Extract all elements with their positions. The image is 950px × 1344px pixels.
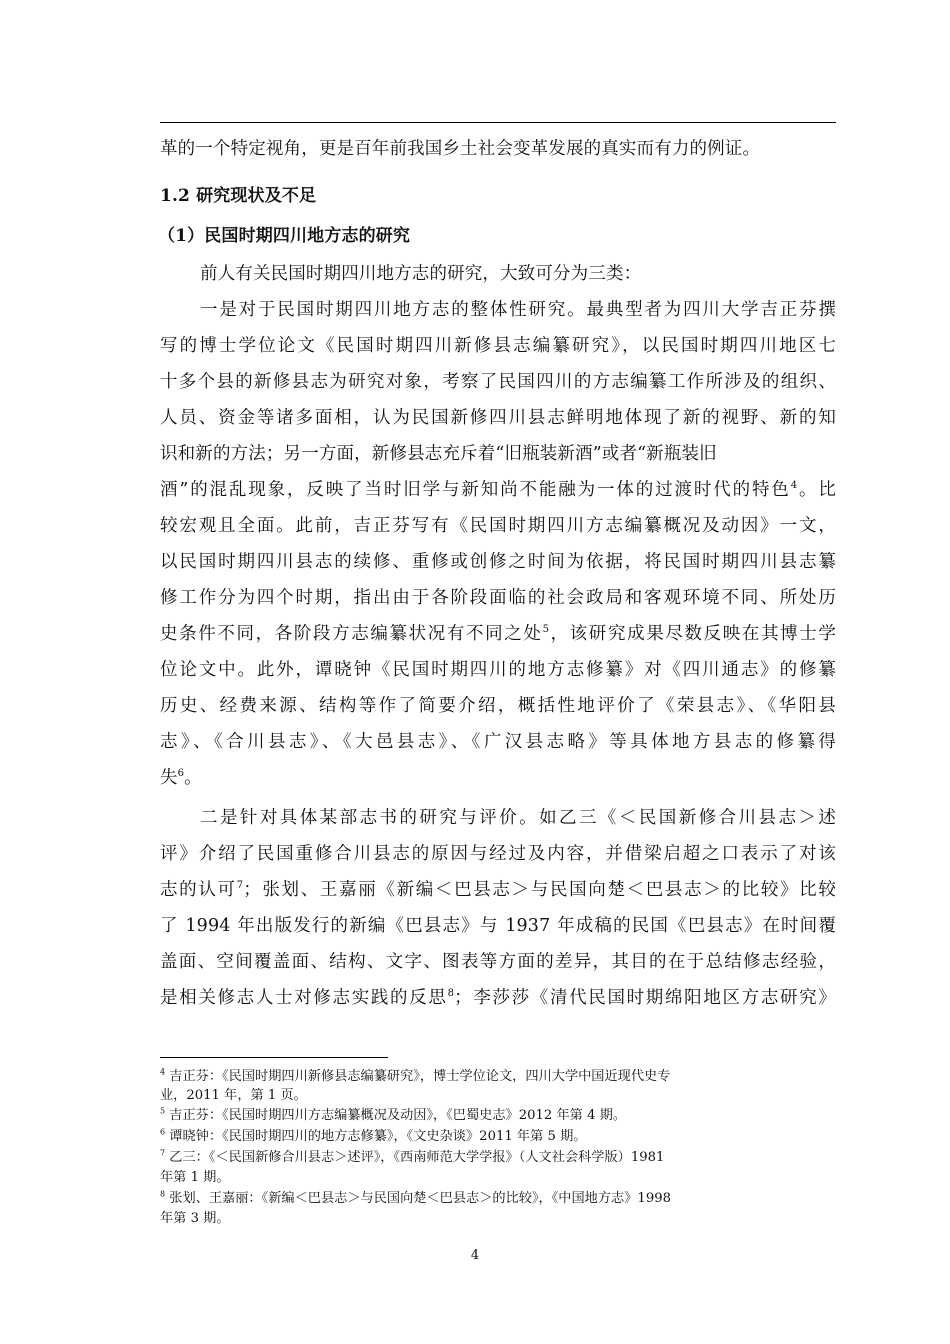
footnote-4: $^4$ 吉正芬：《民国时期四川新修县志编纂研究》，博士学位论文，四川大学中国近现代史专 [160,1067,671,1084]
body-line: 一是对于民国时期四川地方志的整体性研究。最典型者为四川大学吉正芬撰 [200,300,836,320]
header-rule [160,122,836,123]
body-line: 以民国时期四川县志的续修、重修或创修之时间为依据，将民国时期四川县志纂 [160,552,836,572]
footnote-6: $^6$ 谭晓钟：《民国时期四川的地方志修纂》，《文史杂谈》2011 年第 5 期。 [160,1127,587,1144]
footnote-8: $^8$ 张划、王嘉丽：《新编＜巴县志＞与民国向楚＜巴县志＞的比较》，《中国地方志》1998 [160,1189,671,1206]
paragraph-intro: 前人有关民国时期四川地方志的研究，大致可分为三类： [200,264,642,284]
footnote-ref[interactable]: 7 [236,880,244,892]
section-heading: 1.2 研究现状及不足 [160,186,317,206]
body-line: 识和新的方法；另一方面，新修县志充斥着“旧瓶装新酒”或者“新瓶装旧 [160,444,717,464]
body-line: 志》、《合川县志》、《大邑县志》、《广汉县志略》等具体地方县志的修纂得 [160,732,836,752]
body-line: 史条件不同，各阶段方志编纂状况有不同之处$^5$，该研究成果尽数反映在其博士学 [160,624,836,644]
page-number: 4 [470,1248,480,1263]
body-line: 较宏观且全面。此前，吉正芬写有《民国时期四川方志编纂概况及动因》一文， [160,516,836,536]
footnote-5: $^5$ 吉正芬：《民国时期四川方志编纂概况及动因》，《巴蜀史志》2012 年第 4 期。 [160,1106,627,1123]
body-line: 历史、经费来源、结构等作了简要介绍，概括性地评价了《荣县志》、《华阳县 [160,696,836,716]
body-line: 是相关修志人士对修志实践的反思$^8$；李莎莎《清代民国时期绵阳地区方志研究》 [160,988,837,1008]
body-line: 志的认可$^7$；张划、王嘉丽《新编＜巴县志＞与民国向楚＜巴县志＞的比较》比较 [160,880,836,900]
subsection-heading: （1）民国时期四川地方志的研究 [158,226,411,246]
footnote-7-cont: 年第 1 期。 [160,1170,230,1185]
footnote-ref[interactable]: 8 [447,988,455,1000]
footnote-ref[interactable]: 6 [177,768,185,780]
body-line: 写的博士学位论文《民国时期四川新修县志编纂研究》，以民国时期四川地区七 [160,336,836,356]
footnote-8-cont: 年第 3 期。 [160,1211,230,1226]
body-line: 修工作分为四个时期，指出由于各阶段面临的社会政局和客观环境不同、所处历 [160,588,836,608]
body-line: 盖面、空间覆盖面、结构、文字、图表等方面的差异，其目的在于总结修志经验， [160,952,836,972]
footnote-4-cont: 业，2011 年，第 1 页。 [160,1088,307,1103]
body-line: 酒”的混乱现象，反映了当时旧学与新知尚不能融为一体的过渡时代的特色$^4$。比 [160,480,836,500]
body-line: 了 1994 年出版发行的新编《巴县志》与 1937 年成稿的民国《巴县志》在时间覆 [160,916,836,936]
footnote-7: $^7$ 乙三：《＜民国新修合川县志＞述评》，《西南师范大学学报》（人文社会科学版）1981 [160,1148,665,1165]
footnote-separator [160,1057,388,1058]
body-line: 人员、资金等诸多面相，认为民国新修四川县志鲜明地体现了新的视野、新的知 [160,408,836,428]
body-line: 十多个县的新修县志为研究对象，考察了民国四川的方志编纂工作所涉及的组织、 [160,372,836,392]
body-line: 失$^6$。 [160,768,202,788]
footnote-ref[interactable]: 5 [542,624,550,636]
footnote-ref[interactable]: 4 [790,480,798,492]
body-line: 二是针对具体某部志书的研究与评价。如乙三《＜民国新修合川县志＞述 [200,808,836,828]
body-line: 革的一个特定视角，更是百年前我国乡土社会变革发展的真实而有力的例证。 [160,139,761,159]
body-line: 评》介绍了民国重修合川县志的原因与经过及内容，并借梁启超之口表示了对该 [160,844,836,864]
body-line: 位论文中。此外，谭晓钟《民国时期四川的地方志修纂》对《四川通志》的修纂 [160,660,836,680]
